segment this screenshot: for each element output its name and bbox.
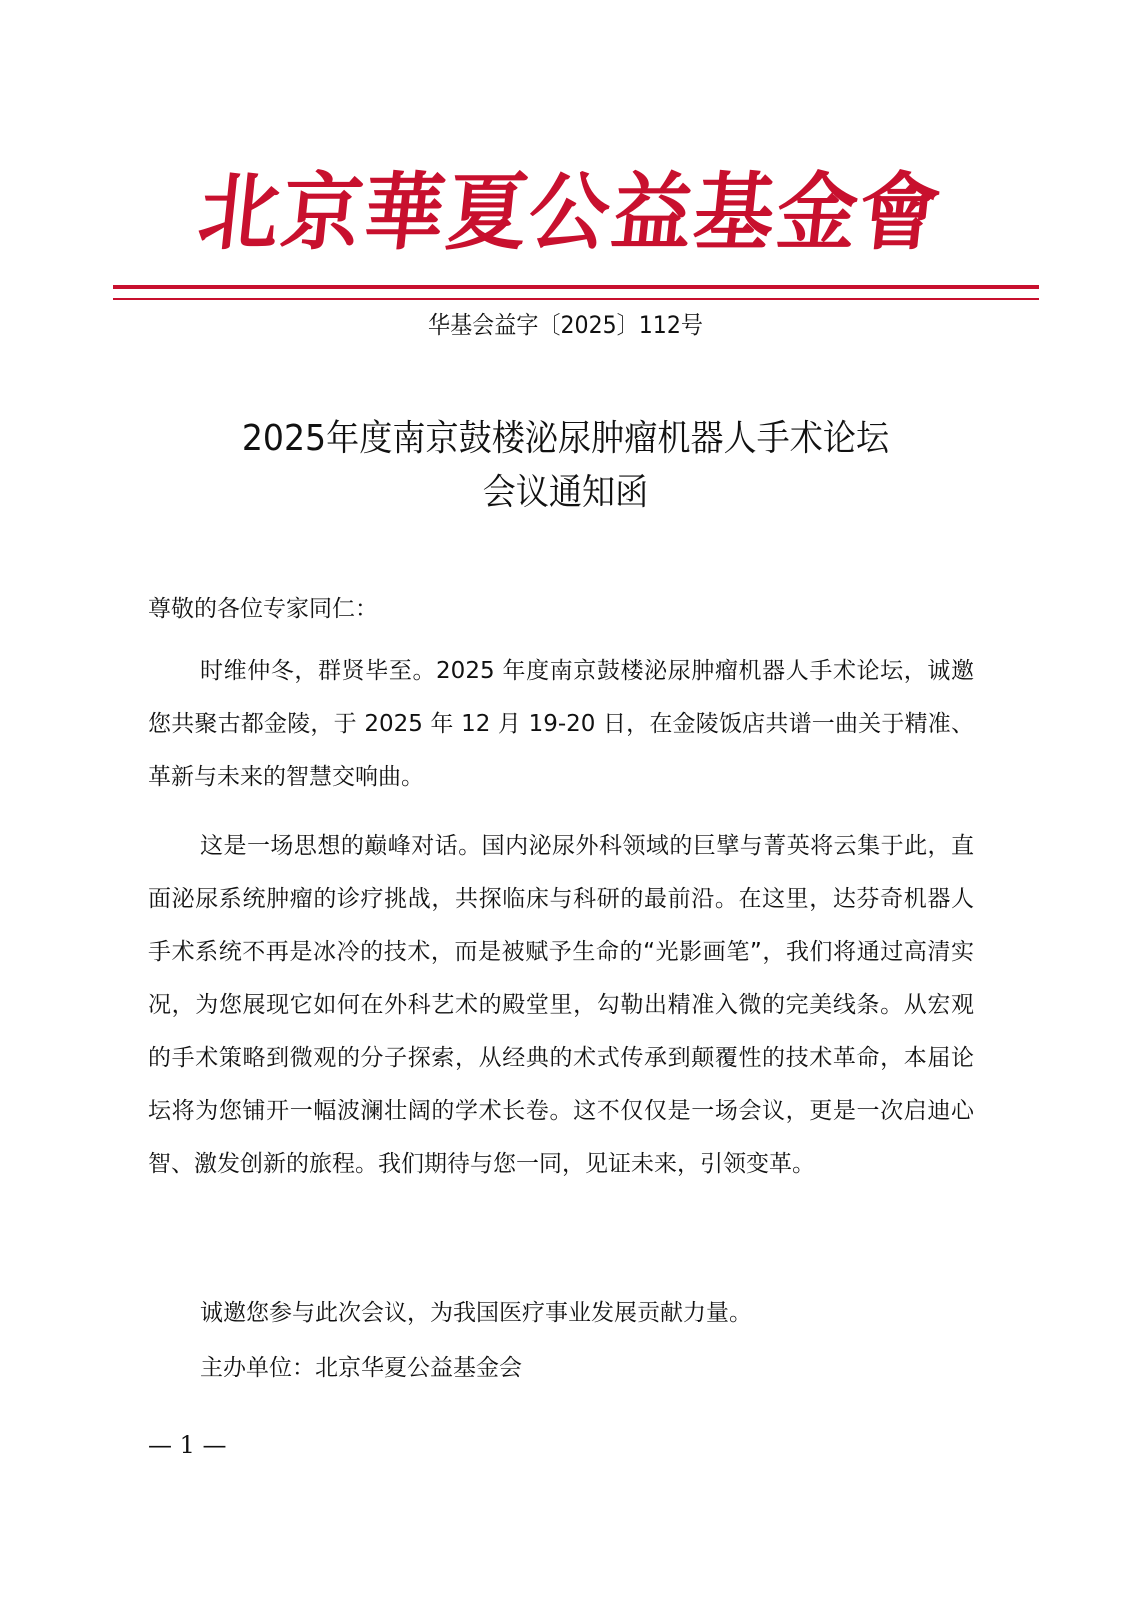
masthead-char: 會	[854, 162, 945, 262]
masthead-char: 基	[689, 162, 780, 262]
masthead-char: 金	[771, 162, 862, 262]
masthead-logo	[194, 150, 945, 262]
salutation: 尊敬的各位专家同仁：	[148, 596, 378, 622]
masthead-char: 公	[524, 162, 615, 262]
header-divider-thin	[113, 298, 1039, 300]
paragraph-description: 这是一场思想的巅峰对话。国内泌尿外科领域的巨擘与菁英将云集于此，直面泌尿系统肿瘤的诊疗挑战，共探临床与科研的最前沿。在这里，达芬奇机器人手术系统不再是冰冷的技术，而是被赋予生命的“光影画笔”，我们将通过高清实况，为您展现它如何在外科艺术的殿堂里，勾勒出精准入微的完美线条。从宏观的手术策略到微观的分子探索，从经典的术式传承到颠覆性的技术革命，本届论坛将为您铺开一幅波澜壮阔的学术长卷。这不仅仅是一场会议，更是一次启迪心智、激发创新的旅程。我们期待与您一同，见证未来，引领变革。	[148, 833, 974, 1177]
masthead-char: 夏	[441, 162, 532, 262]
paragraph-invitation: 诚邀您参与此次会议，为我国医疗事业发展贡献力量。	[200, 1300, 752, 1326]
page-number: — 1 —	[148, 1431, 227, 1459]
organizer-line: 主办单位：北京华夏公益基金会	[200, 1355, 522, 1381]
masthead-char: 益	[606, 162, 697, 262]
document-title	[0, 412, 1131, 520]
document-number: 华基会益字〔2025〕112号	[428, 311, 703, 339]
masthead-char: 華	[359, 162, 450, 262]
title-line-1: 2025年度南京鼓楼泌尿肿瘤机器人手术论坛	[241, 418, 890, 459]
header-divider-thick	[113, 285, 1039, 289]
masthead-char: 北	[194, 162, 285, 262]
paragraph-intro: 时维仲冬，群贤毕至。2025 年度南京鼓楼泌尿肿瘤机器人手术论坛，诚邀您共聚古都金陵，于 2025 年 12 月 19-20 日，在金陵饭店共谱一曲关于精准、革新与未来的智慧交响曲。	[148, 658, 974, 790]
title-line-2: 会议通知函	[482, 472, 649, 513]
masthead-char: 京	[276, 162, 367, 262]
